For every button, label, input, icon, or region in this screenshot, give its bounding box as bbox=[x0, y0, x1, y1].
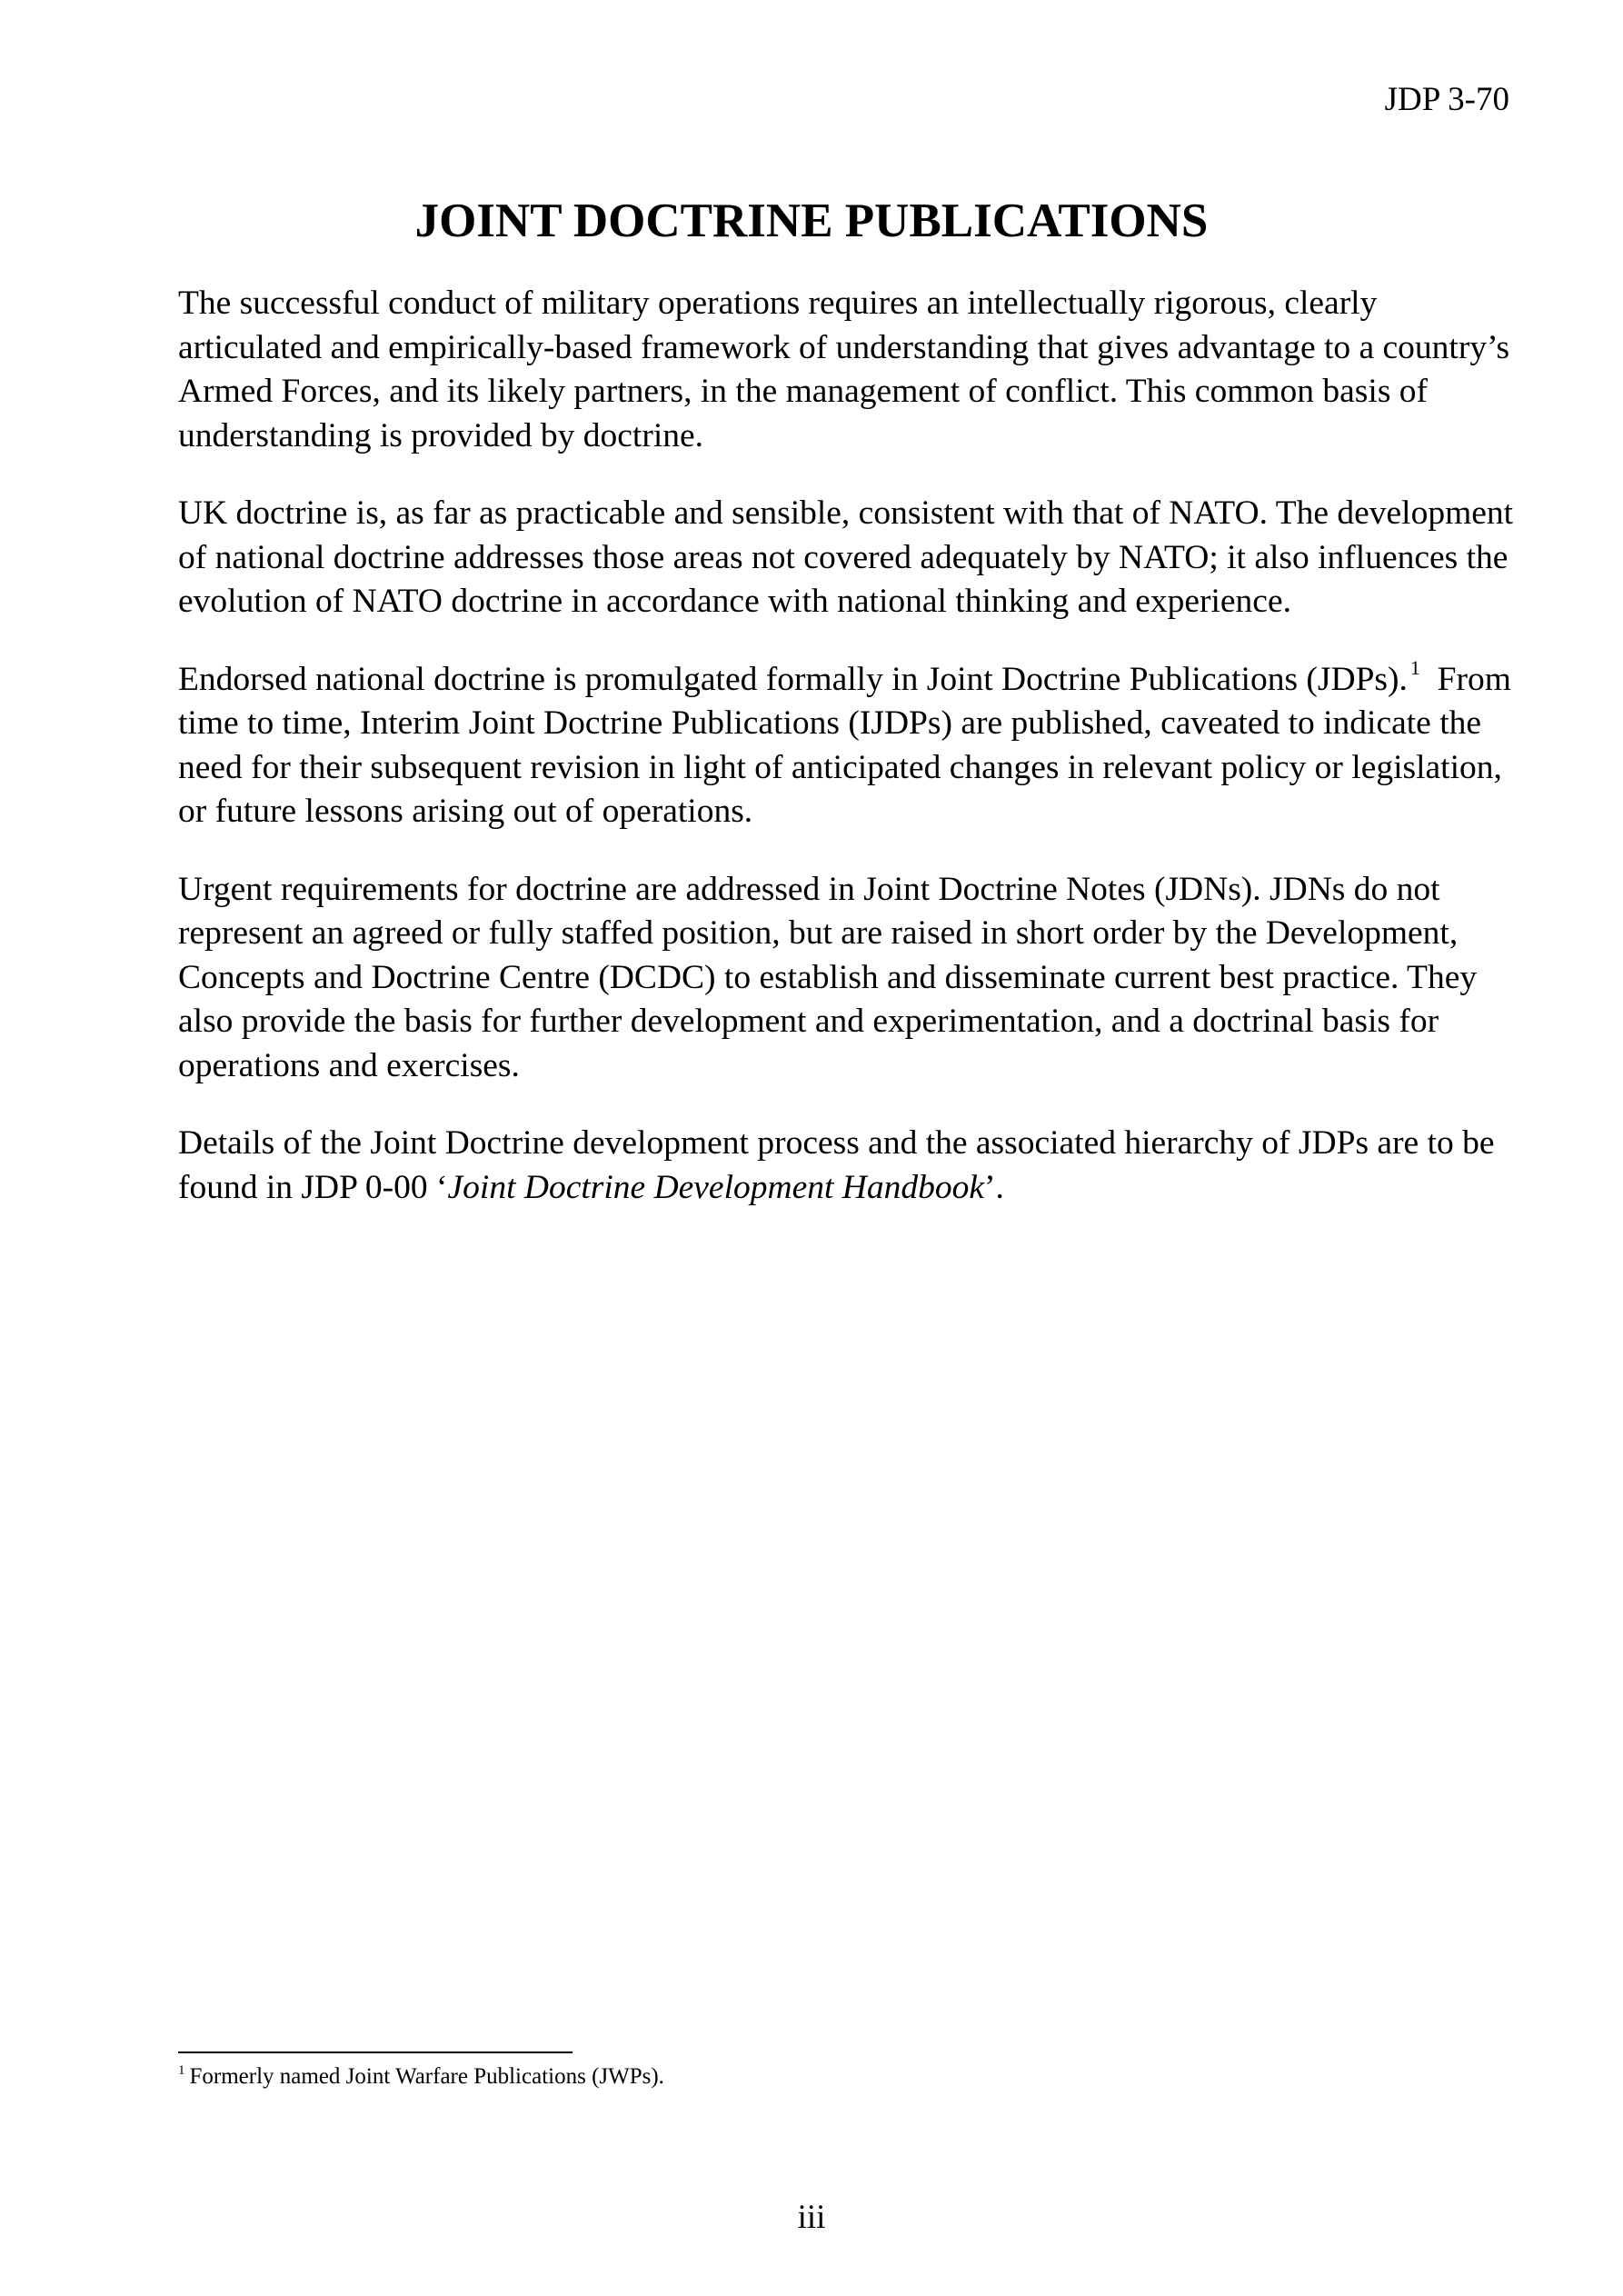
paragraph-1: The successful conduct of military operations requires an intellectually rigorous, clearly articulated and empirically-based framework of understanding that gives advantage to a country’s Armed Forces, and its likely partners, in the management of conflict. This common basis of understanding is provided by doctrine. bbox=[178, 285, 1510, 454]
paragraph-5 bbox=[178, 1122, 1514, 1210]
paragraph-5-text-start: Details of the Joint Doctrine development process and the associated hierarchy of JDPs are to be found in JDP 0-00 ‘ bbox=[178, 1124, 1495, 1206]
footnote-mark: 1 bbox=[178, 2063, 185, 2078]
paragraph-3-text-end: From time to time, Interim Joint Doctrine Publications (IJDPs) are published, caveated to indicate the need for their subsequent revision in light of anticipated changes in relevant policy or legislation, or future lessons arising out of operations. bbox=[178, 660, 1520, 830]
footnote-divider bbox=[178, 2051, 573, 2053]
paragraph-2: UK doctrine is, as far as practicable and sensible, consistent with that of NATO. The development of national doctrine addresses those areas not covered adequately by NATO; it also influences the evolution of NATO doctrine in accordance with national thinking and experience. bbox=[178, 494, 1514, 620]
page-title: JOINT DOCTRINE PUBLICATIONS bbox=[414, 195, 1209, 247]
footnote bbox=[178, 2061, 1359, 2092]
paragraph-4: Urgent requirements for doctrine are addressed in Joint Doctrine Notes (JDNs). JDNs do not represent an agreed or fully staffed position, but are raised in short order by the Development, Concepts and Doctrine Centre (DCDC) to establish and disseminate current best practice. They also provide the basis for further development and experimentation, and a doctrinal basis for operations and exercises. bbox=[178, 870, 1478, 1084]
paragraph-3-text-start: Endorsed national doctrine is promulgated formally in Joint Doctrine Publications (JDPs). bbox=[178, 660, 1408, 698]
paragraph-5-text-end: ’. bbox=[984, 1168, 1004, 1206]
body-text bbox=[178, 282, 1520, 1243]
page-number: iii bbox=[797, 2199, 826, 2236]
footnote-text: Formerly named Joint Warfare Publications (JWPs). bbox=[189, 2064, 664, 2089]
document-reference: JDP 3-70 bbox=[1384, 81, 1509, 118]
paragraph-3 bbox=[178, 655, 1520, 834]
footnote-reference[interactable]: 1 bbox=[1409, 655, 1420, 679]
handbook-title: Joint Doctrine Development Handbook bbox=[447, 1168, 984, 1206]
